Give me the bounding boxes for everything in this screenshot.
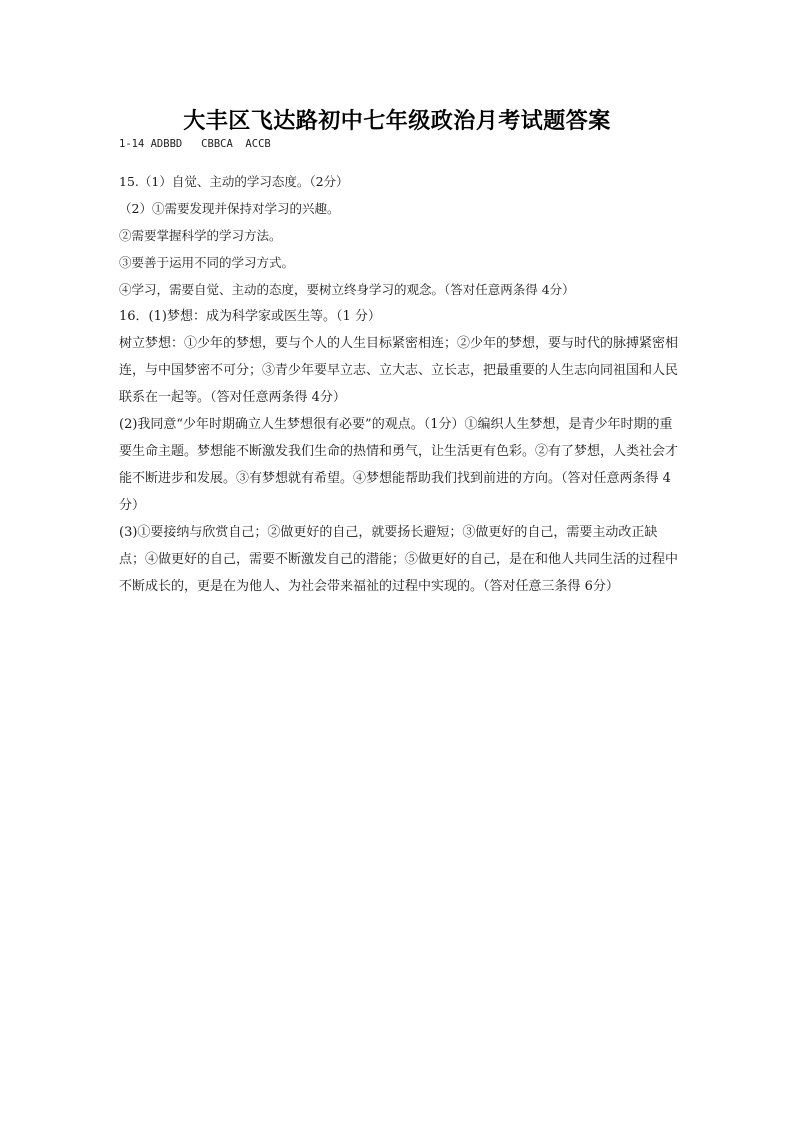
multiple-choice-answer-key: 1-14 ADBBD CBBCA ACCB (119, 138, 271, 150)
answer-16-part-1: 16．(1)梦想：成为科学家或医生等。（1 分） (119, 309, 381, 324)
answer-15-part-2-point-2: ②需要掌握科学的学习方法。 (119, 228, 282, 243)
answer-body (119, 168, 679, 600)
answer-15-part-2-point-1: （2）①需要发现并保持对学习的兴趣。 (119, 201, 340, 216)
answer-15-part-1: 15.（1）自觉、主动的学习态度。（2分） (119, 174, 349, 189)
answer-15-part-2-point-3: ③要善于运用不同的学习方式。 (119, 255, 295, 270)
page-title: 大丰区飞达路初中七年级政治月考试题答案 (183, 109, 611, 134)
answer-16-part-3: (3)①要接纳与欣赏自己；②做更好的自己，就要扬长避短；③做更好的自己，需要主动改正缺点；④做更好的自己，需要不断激发自己的潜能；⑤做更好的自己，是在和他人共同生活的过程中不断成长的，更是在为他人、为社会带来福祉的过程中实现的。（答对任意三条得 6分） (119, 525, 679, 594)
answer-16-part-1-establish-dream: 树立梦想：①少年的梦想，要与个人的人生目标紧密相连；②少年的梦想，要与时代的脉搏紧密相连，与中国梦密不可分；③青少年要早立志、立大志、立长志，把最重要的人生志向同祖国和人民联系在一起等。（答对任意两条得 4分） (119, 336, 679, 405)
answer-16-part-2: (2)我同意“少年时期确立人生梦想很有必要”的观点。（1分）①编织人生梦想，是青少年时期的重要生命主题。梦想能不断激发我们生命的热情和勇气，让生活更有色彩。②有了梦想，人类社会才能不断进步和发展。③有梦想就有希望。④梦想能帮助我们找到前进的方向。（答对任意两条得 4分） (119, 417, 679, 513)
answer-15-part-2-point-4: ④学习，需要自觉、主动的态度，要树立终身学习的观念。（答对任意两条得 4分） (119, 282, 575, 297)
